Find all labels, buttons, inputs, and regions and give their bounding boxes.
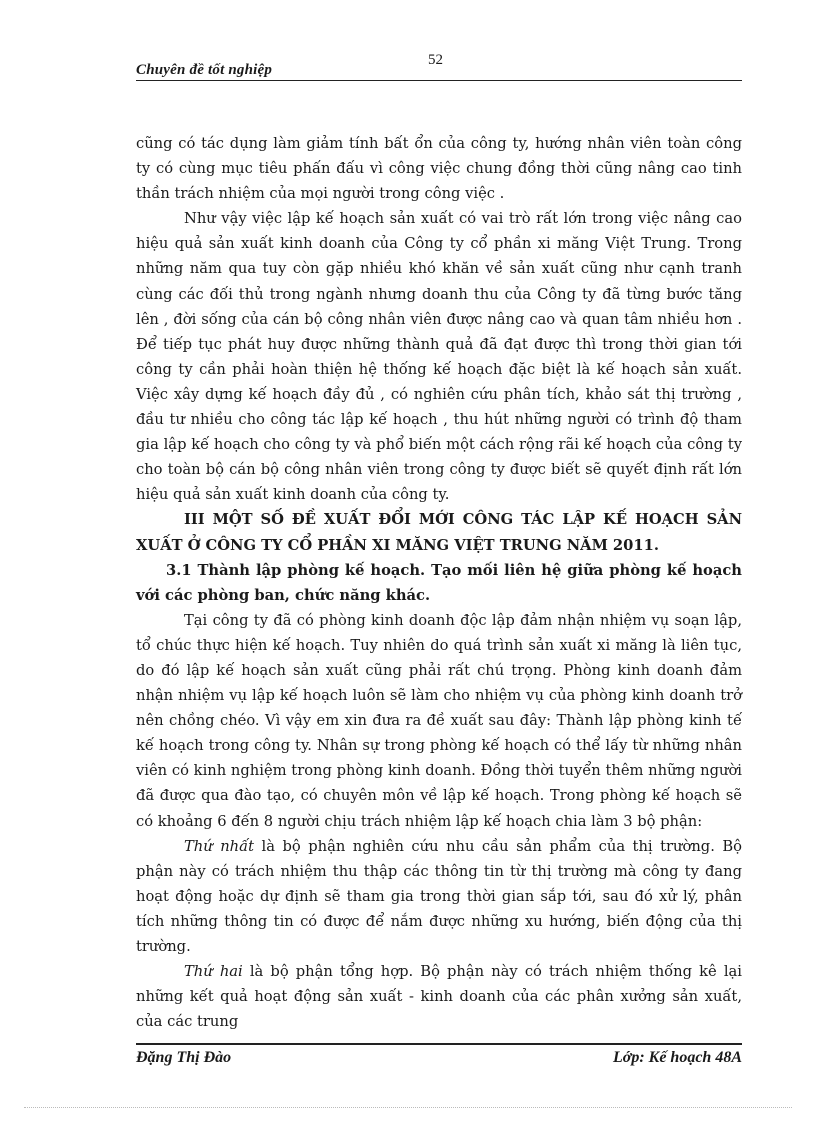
subsection-heading: 3.1 Thành lập phòng kế hoạch. Tạo mối liên hệ giữa phòng kế hoạch với các phòng ban, chức năng khác. [136, 561, 742, 604]
paragraph-5-text: là bộ phận tổng hợp. Bộ phận này có trách nhiệm thống kê lại những kết quả hoạt động sản xuất - kinh doanh của các phân xưởng sản xuất, của các trung [136, 963, 742, 1031]
footer-author: Đặng Thị Đào [136, 1049, 232, 1066]
paragraph-2: Như vậy việc lập kế hoạch sản xuất có vai trò rất lớn trong việc nâng cao hiệu quả sản xuất kinh doanh của Công ty cổ phần xi măng Việt Trung. Trong những năm qua tuy còn gặp nhiều khó khăn về sản xuất cũng như cạnh tranh cùng các đối thủ trong ngành nhưng doanh thu của Công ty đã từng bước tăng lên , đời sống của cán bộ công nhân viên được nâng cao và quan tâm nhiều hơn . Để tiếp tục phát huy được những thành quả đã đạt được thì trong thời gian tới công ty cần phải hoàn thiện hệ thống kế hoạch đặc biệt là kế hoạch sản xuất. Việc xây dựng kế hoạch đầy đủ , có nghiên cứu phân tích, khảo sát thị trường , đầu tư nhiều cho công tác lập kế hoạch , thu hút những người có trình độ tham gia lập kế hoạch cho công ty và phổ biến một cách rộng rãi kế hoạch của công ty cho toàn bộ cán bộ công nhân viên trong công ty được biết sẽ quyết định rất lớn hiệu quả sản xuất kinh doanh của công ty. [136, 210, 742, 504]
paragraph-4 [136, 834, 742, 959]
section-heading: III MỘT SỐ ĐỀ XUẤT ĐỔI MỚI CÔNG TÁC LẬP KẾ HOẠCH SẢN XUẤT Ở CÔNG TY CỔ PHẦN XI MĂNG VIỆT TRUNG NĂM 2011. [136, 511, 742, 554]
document-body [136, 131, 742, 1034]
paragraph-5 [136, 959, 742, 1034]
header-title: Chuyên đề tốt nghiệp [136, 62, 273, 78]
paragraph-4-text: là bộ phận nghiên cứu nhu cầu sản phẩm của thị trường. Bộ phận này có trách nhiệm thu thập các thông tin từ thị trường mà công ty đang hoạt động hoặc dự định sẽ tham gia trong thời gian sắp tới, sau đó xử lý, phân tích những thông tin có được để nắm được những xu hướng, biến động của thị trường. [136, 837, 742, 955]
paragraph-3: Tại công ty đã có phòng kinh doanh độc lập đảm nhận nhiệm vụ soạn lập, tổ chúc thực hiện kế hoạch. Tuy nhiên do quá trình sản xuất xi măng là liên tục, do đó lập kế hoạch sản xuất cũng phải rất chú trọng. Phòng kinh doanh đảm nhận nhiệm vụ lập kế hoạch luôn sẽ làm cho nhiệm vụ của phòng kinh doanh trở nên chồng chéo. Vì vậy em xin đưa ra đề xuất sau đây: Thành lập phòng kinh tế kế hoạch trong công ty. Nhân sự trong phòng kế hoạch có thể lấy từ những nhân viên có kinh nghiệm trong phòng kinh doanh. Đồng thời tuyển thêm những người đã được qua đào tạo, có chuyên môn về lập kế hoạch. Trong phòng kế hoạch sẽ có khoảng 6 đến 8 người chịu trách nhiệm lập kế hoạch chia làm 3 bộ phận: [136, 611, 742, 830]
footer-class: Lớp: Kế hoạch 48A [612, 1049, 742, 1066]
header-divider [136, 80, 742, 81]
footer-divider [136, 1043, 742, 1045]
italic-lead-second: Thứ hai [184, 963, 243, 981]
italic-lead-first: Thứ nhất [184, 837, 255, 855]
page-number: 52 [428, 52, 443, 68]
page-bottom-border [24, 1107, 792, 1108]
paragraph-1: cũng có tác dụng làm giảm tính bất ổn của công ty, hướng nhân viên toàn công ty có cùng mục tiêu phấn đấu vì công việc chung đồng thời cũng nâng cao tinh thần trách nhiệm của mọi người trong công việc . [136, 135, 742, 203]
